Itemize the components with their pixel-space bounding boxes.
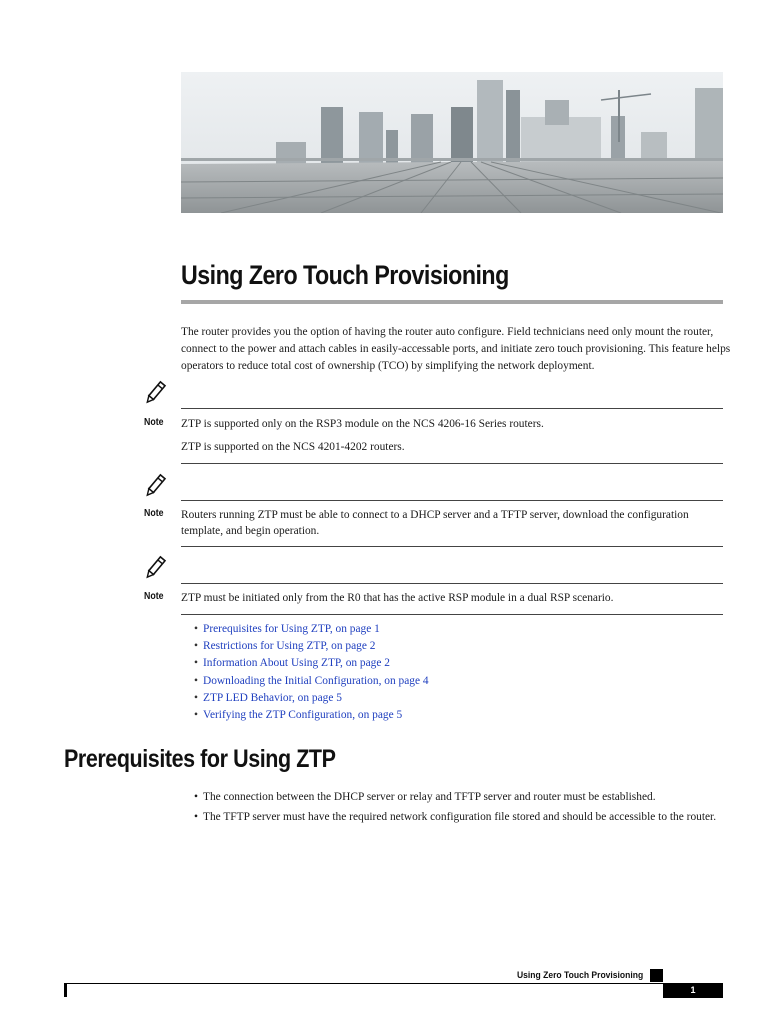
- note-text: ZTP is supported on the NCS 4201-4202 routers.: [181, 441, 405, 453]
- toc-link-downloading[interactable]: Downloading the Initial Configuration, on page 4: [203, 674, 429, 687]
- intro-paragraph: The router provides you the option of having the router auto configure. Field technicians need only mount the router, connect to the power and attach cables in easily-accessable ports, and initiate zero touch provisioning. This feature helps operators to reduce total cost of ownership (TCO) by simplifying the network deployment.: [181, 326, 731, 372]
- note-rule-bottom: [181, 546, 723, 547]
- toc-item: [194, 690, 429, 707]
- note-rule-top: [181, 408, 723, 409]
- toc-item: [194, 655, 429, 672]
- toc-link-led-behavior[interactable]: ZTP LED Behavior, on page 5: [203, 691, 342, 704]
- toc-item: [194, 638, 429, 655]
- toc-list: [194, 621, 429, 724]
- pencil-icon: [142, 555, 168, 581]
- section-title: Prerequisites for Using ZTP: [64, 745, 336, 773]
- hero-image: [181, 72, 723, 213]
- note-rule-bottom: [181, 614, 723, 615]
- note-label: Note: [144, 508, 164, 519]
- list-item: • The connection between the DHCP server or relay and TFTP server and router must be established.: [194, 789, 729, 805]
- footer-tick: [64, 983, 67, 997]
- pencil-icon: [142, 473, 168, 499]
- note-text: ZTP must be initiated only from the R0 that has the active RSP module in a dual RSP scenario.: [181, 592, 614, 604]
- note-text: Routers running ZTP must be able to connect to a DHCP server and a TFTP server, download the configuration template, and begin operation.: [181, 509, 689, 537]
- note-rule-top: [181, 583, 723, 584]
- title-rule: [181, 300, 723, 304]
- toc-link-information[interactable]: Information About Using ZTP, on page 2: [203, 657, 390, 670]
- skyline-photo: [181, 72, 723, 213]
- note-label: Note: [144, 417, 164, 428]
- page-number: 1: [663, 983, 723, 998]
- toc-link-prerequisites[interactable]: Prerequisites for Using ZTP, on page 1: [203, 623, 380, 635]
- prerequisites-list: [194, 789, 729, 829]
- list-item: • The TFTP server must have the required network configuration file stored and should be accessible to the router.: [194, 809, 729, 825]
- footer-marker: [650, 969, 663, 982]
- toc-item: [194, 673, 429, 690]
- toc-item: [194, 621, 429, 638]
- note-rule-bottom: [181, 463, 723, 464]
- note-text: ZTP is supported only on the RSP3 module on the NCS 4206-16 Series routers.: [181, 418, 544, 430]
- page-title: Using Zero Touch Provisioning: [181, 260, 509, 290]
- note-label: Note: [144, 591, 164, 602]
- note-rule-top: [181, 500, 723, 501]
- toc-item: [194, 707, 429, 724]
- pencil-icon: [142, 380, 168, 406]
- footer-rule: [64, 983, 723, 984]
- footer-title: Using Zero Touch Provisioning: [517, 970, 644, 981]
- toc-link-restrictions[interactable]: Restrictions for Using ZTP, on page 2: [203, 640, 376, 653]
- toc-link-verifying[interactable]: Verifying the ZTP Configuration, on page 5: [203, 709, 403, 722]
